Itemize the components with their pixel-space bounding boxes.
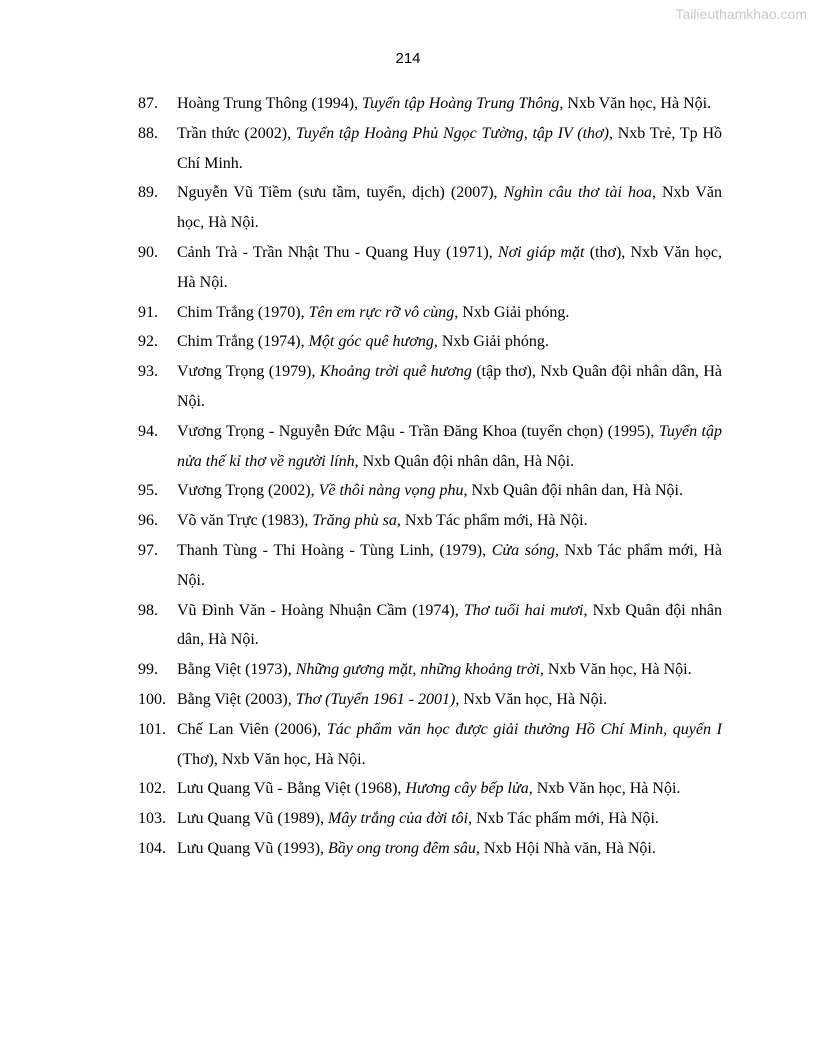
reference-publisher: , Nxb Quân đội nhân dân, Hà Nội.: [354, 452, 575, 470]
reference-text: [177, 95, 711, 112]
reference-publisher: , Nxb Giải phóng.: [454, 303, 570, 321]
reference-item: [138, 327, 722, 357]
reference-text: [177, 304, 569, 321]
reference-item: [138, 715, 722, 775]
reference-title: Thơ tuổi hai mươi: [463, 601, 584, 619]
reference-item: [138, 834, 722, 864]
reference-title: Tên em rực rỡ vô cùng: [308, 303, 455, 321]
reference-number: 94.: [138, 422, 158, 440]
reference-item: [138, 119, 722, 179]
reference-title: Cửa sóng: [491, 541, 555, 559]
reference-publisher: , Nxb Quân đội nhân dân, Hà Nội.: [177, 601, 722, 649]
reference-item: [138, 596, 722, 656]
reference-author: Vương Trọng (1979),: [177, 363, 320, 381]
reference-text: [177, 184, 722, 231]
reference-publisher: , Nxb Tác phẩm mới, Hà Nội.: [177, 541, 722, 589]
reference-number: 93.: [138, 363, 158, 381]
reference-author: Bằng Việt (2003): [177, 690, 288, 708]
reference-author: Hoàng Trung Thông (1994),: [177, 95, 363, 112]
reference-author: Lưu Quang Vũ (1993),: [177, 839, 329, 857]
reference-author: Trần thức (2002),: [177, 124, 296, 142]
reference-text: [177, 691, 607, 708]
reference-publisher: , Nxb Quân đội nhân dan, Hà Nội.: [463, 482, 683, 500]
reference-text: [177, 363, 722, 410]
reference-number: 96.: [138, 512, 158, 530]
reference-item: [138, 774, 722, 804]
reference-publisher: (Thơ), Nxb Văn học, Hà Nội.: [177, 750, 366, 768]
reference-author: Thanh Tùng - Thi Hoàng - Tùng Linh, (1979),: [177, 541, 492, 559]
reference-title: Tuyển tập nửa thế kỉ thơ về người lính: [177, 422, 722, 470]
reference-title: , Thơ (Tuyển 1961 - 2001): [287, 690, 456, 708]
watermark-text: Tailieuthamkhao.com: [675, 6, 807, 22]
reference-number: 97.: [138, 541, 158, 559]
reference-item: [138, 89, 722, 119]
reference-number: 100.: [138, 690, 166, 708]
reference-text: [177, 333, 549, 350]
reference-text: [177, 244, 722, 291]
reference-publisher: (thơ), Nxb Văn học, Hà Nội.: [177, 243, 722, 291]
reference-publisher: , Nxb Văn học, Hà Nội.: [539, 661, 692, 679]
reference-publisher: , Nxb Văn học, Hà Nội.: [559, 95, 712, 112]
reference-publisher: , Nxb Văn học, Hà Nội.: [177, 184, 723, 232]
reference-author: Cảnh Trà - Trần Nhật Thu - Quang Huy (1971),: [177, 243, 498, 261]
reference-title: Mây trắng của đời tôi: [328, 810, 469, 828]
reference-item: [138, 238, 722, 298]
reference-number: 88.: [138, 124, 158, 142]
reference-item: [138, 655, 722, 685]
reference-text: [177, 125, 722, 172]
reference-text: [177, 542, 722, 589]
reference-title: Trăng phù sa: [312, 512, 397, 530]
reference-publisher: , Nxb Giải phóng.: [433, 333, 549, 351]
reference-publisher: , Nxb Tác phẩm mới, Hà Nội.: [468, 810, 659, 828]
reference-author: Chim Trắng (1974),: [177, 333, 309, 351]
reference-author: Vương Trọng - Nguyễn Đức Mậu - Trần Đăng Khoa (tuyển chọn) (1995),: [177, 422, 659, 440]
reference-number: 99.: [138, 661, 158, 679]
reference-text: [177, 423, 722, 470]
reference-number: 90.: [138, 243, 158, 261]
reference-text: [177, 661, 692, 678]
reference-publisher: (tập thơ), Nxb Quân đội nhân dân, Hà Nội.: [177, 363, 723, 410]
reference-author: Nguyễn Vũ Tiềm (sưu tầm, tuyển, dịch) (2007),: [177, 184, 504, 202]
reference-item: [138, 804, 722, 834]
reference-title: Nghìn câu thơ tài hoa: [503, 184, 652, 202]
reference-number: 87.: [138, 95, 158, 112]
reference-publisher: , Nxb Hội Nhà văn, Hà Nội.: [475, 839, 656, 857]
reference-item: [138, 417, 722, 477]
reference-author: Võ văn Trực (1983),: [177, 512, 313, 530]
reference-number: 98.: [138, 601, 158, 619]
reference-number: 95.: [138, 482, 158, 500]
reference-author: Vương Trọng (2002),: [177, 482, 319, 500]
reference-author: Chim Trắng (1970),: [177, 303, 309, 321]
reference-title: Những gương mặt, những khoảng trời: [295, 661, 540, 679]
reference-number: 92.: [138, 333, 158, 351]
reference-text: [177, 512, 588, 529]
reference-text: [177, 482, 683, 499]
reference-publisher: , Nxb Văn học, Hà Nội.: [528, 780, 681, 798]
reference-author: Vũ Đình Văn - Hoàng Nhuận Cầm (1974),: [177, 601, 464, 619]
reference-author: Lưu Quang Vũ (1989),: [177, 810, 329, 828]
reference-title: Nơi giáp mặt: [497, 243, 585, 261]
reference-title: Tác phẩm văn học được giải thưởng Hồ Chí Minh, quyển I: [326, 720, 723, 738]
page-number: 214: [395, 50, 421, 67]
reference-number: 102.: [138, 780, 166, 798]
reference-title: Tuyển tập Hoàng Trung Thông: [362, 95, 560, 112]
reference-item: [138, 685, 722, 715]
reference-item: [138, 357, 722, 417]
reference-publisher: , Nxb Văn học, Hà Nội.: [455, 690, 608, 708]
reference-number: 89.: [138, 184, 158, 202]
reference-title: Một góc quê hương: [308, 333, 434, 351]
reference-author: Lưu Quang Vũ - Bằng Việt (1968),: [177, 780, 406, 798]
reference-list: [138, 89, 722, 864]
reference-number: 103.: [138, 810, 166, 828]
reference-item: [138, 476, 722, 506]
reference-author: Bằng Việt (1973),: [177, 661, 296, 679]
reference-title: Tuyển tập Hoàng Phủ Ngọc Tường, tập IV (thơ): [295, 124, 609, 142]
reference-title: Bầy ong trong đêm sâu: [328, 839, 476, 857]
reference-title: Khoảng trời quê hương: [319, 363, 472, 381]
reference-author: Chế Lan Viên (2006),: [177, 720, 327, 738]
reference-title: Về thôi nàng vọng phu: [318, 482, 464, 500]
reference-publisher: , Nxb Trẻ, Tp Hồ Chí Minh.: [177, 124, 723, 172]
reference-text: [177, 602, 722, 649]
reference-item: [138, 298, 722, 328]
reference-number: 91.: [138, 303, 158, 321]
reference-number: 104.: [138, 839, 166, 857]
reference-text: [177, 721, 722, 768]
reference-text: [177, 810, 659, 827]
reference-item: [138, 178, 722, 238]
reference-item: [138, 536, 722, 596]
reference-text: [177, 840, 656, 857]
reference-publisher: , Nxb Tác phẩm mới, Hà Nội.: [396, 512, 588, 530]
reference-text: [177, 780, 680, 797]
reference-item: [138, 506, 722, 536]
reference-title: Hương cây bếp lửa: [405, 780, 529, 798]
reference-number: 101.: [138, 720, 166, 738]
